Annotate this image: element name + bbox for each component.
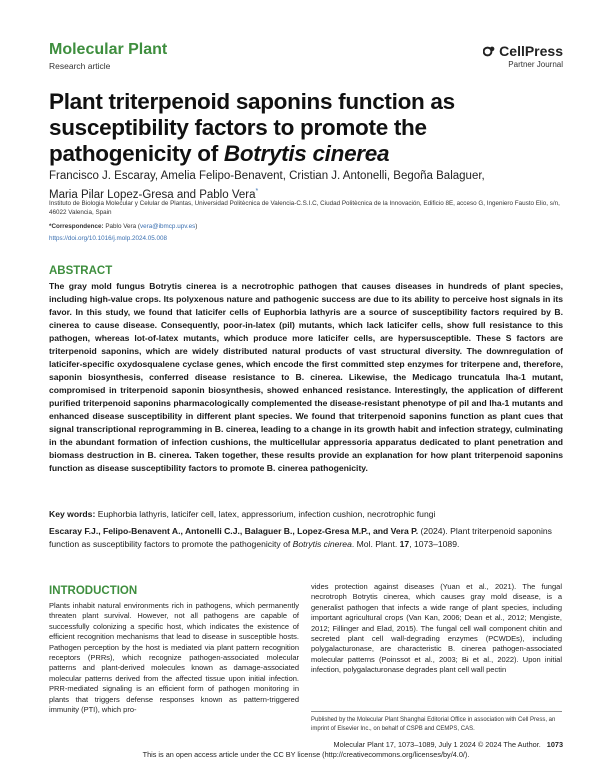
publisher-name: CellPress: [499, 43, 563, 59]
correspondence-name: Pablo Vera (: [105, 223, 140, 230]
footnote-divider: [311, 711, 562, 712]
citation-volume: 17: [399, 538, 410, 549]
corresponding-mark: *: [255, 188, 259, 195]
footer-citation: Molecular Plant 17, 1073–1089, July 1 2024 © 2024 The Author.: [333, 740, 541, 749]
journal-footer: [0, 740, 563, 749]
introduction-heading: INTRODUCTION: [49, 585, 138, 597]
title-main: Plant triterpenoid saponins function as susceptibility factors to promote the pathogenicity of: [49, 89, 455, 166]
keywords-label: Key words:: [49, 509, 96, 519]
doi-link[interactable]: https://doi.org/10.1016/j.molp.2024.05.008: [49, 235, 167, 242]
correspondence-label: *Correspondence:: [49, 223, 104, 230]
introduction-right-column: vides protection against diseases (Yuan et al., 2021). The fungal necrotroph Botrytis cinerea, which causes gray mold disease, is a generalist pathogen that infects a wide range of plant species, including important agricultural crops (Van Kan, 2006; Dean et al., 2012; Mengiste, 2012; Fillinger and Elad, 2015). The fungal cell wall component chitin and secreted plant cell wall-degrading enzymes (PCWDEs), including polygalacturonase, are characteristic B. cinerea pathogen-associated molecular patterns (Poinssot et al., 2003; Bi et al., 2022). Upon initial infection, polygalacturonase degrades plant cell wall pectin: [311, 582, 562, 675]
citation-pages: , 1073–1089.: [409, 538, 460, 549]
author-list: [49, 169, 569, 203]
correspondence-email-link[interactable]: vera@ibmcp.upv.es: [140, 223, 196, 230]
publisher-subtitle: Partner Journal: [508, 60, 563, 69]
cellpress-logo-icon: [483, 45, 496, 58]
keywords-text: Euphorbia lathyris, laticifer cell, latex, appressorium, infection cushion, necrotrophic fungi: [97, 509, 436, 519]
abstract-heading: ABSTRACT: [49, 265, 113, 277]
title-species: Botrytis cinerea: [223, 141, 390, 166]
publisher-footnote: Published by the Molecular Plant Shanghai Editorial Office in association with Cell Press, an imprint of Elsevier Inc., on behalf of CSPB and CEMPS, CAS.: [311, 717, 556, 732]
publisher-logo: [483, 43, 563, 69]
page-number: 1073: [546, 740, 563, 749]
introduction-left-column: Plants inhabit natural environments rich in pathogens, which permanently threaten plant survival. However, not all pathogens are capable of successfully colonizing a specific host, which indicates the existence of efficient recognition mechanisms that lead to disease in susceptible hosts. Pathogen perception by the host is mediated via plant pattern recognition receptors (PRRs), which recognize pathogen-associated molecular patterns and plant-derived molecules known as damage-associated molecular patterns derived from the affected tissue upon initial infection. PRR-mediated signaling is an efficient form of pathogen monitoring in plants that triggers defense responses known as pattern-triggered immunity (PTI), which pro-: [49, 601, 299, 715]
citation-authors: Escaray F.J., Felipo-Benavent A., Antonelli C.J., Balaguer B., Lopez-Gresa M.P., and Vera P.: [49, 526, 419, 536]
correspondence: [49, 223, 197, 230]
abstract-text: The gray mold fungus Botrytis cinerea is a necrotrophic pathogen that causes diseases in hundreds of plant species, including high-value crops. Its polyxenous nature and pathogenic success are due to its ability to perceive host signals in its favor. In this study, we found that laticifer cells of Euphorbia lathyris are a source of susceptibility factors required by B. cinerea to cause disease. Consequently, poor-in-latex (pil) mutants, which lack laticifer cells, show full resistance to this pathogen, whereas lot-of-latex mutants, which produce more laticifer cells, are hypersusceptible. These S factors are triterpenoid saponins, which are widely distributed natural products of vast structural diversity. The downregulation of laticifer-specific oxydosqualene cyclase genes, which encode the first committed step enzymes for triterpene and, therefore, saponin biosynthesis, conferred disease resistance to B. cinerea. Likewise, the Medicago truncatula lha-1 mutant, compromised in triterpenoid saponin biosynthesis, showed enhanced resistance. Interestingly, the application of different purified triterpenoid saponins pharmacologically complemented the disease-resistant phenotype of pil and lha-1 mutants and enhanced disease susceptibility in different plant species. We found that triterpenoid saponins function as plant cues that signal transcriptional reprogramming in B. cinerea, leading to a change in its growth habit and infection strategy, culminating in the abundant formation of infection cushions, the multicellular appressoria apparatus dedicated to plant penetration and biomass destruction in B. cinerea. Taken together, these results provide an explanation for how plant triterpenoid saponins function as disease susceptibility factors to promote B. cinerea pathogenicity.: [49, 281, 563, 473]
authors-line-1: Francisco J. Escaray, Amelia Felipo-Benavent, Cristian J. Antonelli, Begoña Balaguer,: [49, 170, 485, 182]
article-type: Research article: [49, 61, 111, 71]
article-title: [49, 89, 569, 167]
keywords: [49, 508, 563, 520]
citation: [49, 525, 563, 550]
correspondence-close: ): [195, 223, 198, 230]
journal-name: Molecular Plant: [49, 41, 168, 58]
license-footer: This is an open access article under the CC BY license (http://creativecommons.org/licenses/by/4.0/).: [142, 750, 470, 759]
citation-journal: . Mol. Plant.: [351, 538, 398, 549]
affiliation: Instituto de Biologia Molecular y Celular de Plantas, Universidad Politècnica de Valencia-C.S.I.C, Ciudad Politècnica de la Innovación, Edificio 8E, acceso G, Ingeniero Fausto Elio, s/n, 46022 Valencia, Spain: [49, 200, 560, 216]
citation-text: (2024). Plant triterpenoid saponins function as susceptibility factors to promote the pathogenicity of: [49, 526, 552, 549]
citation-species: Botrytis cinerea: [292, 538, 352, 549]
authors-line-2: Maria Pilar Lopez-Gresa and Pablo Vera: [49, 188, 256, 201]
